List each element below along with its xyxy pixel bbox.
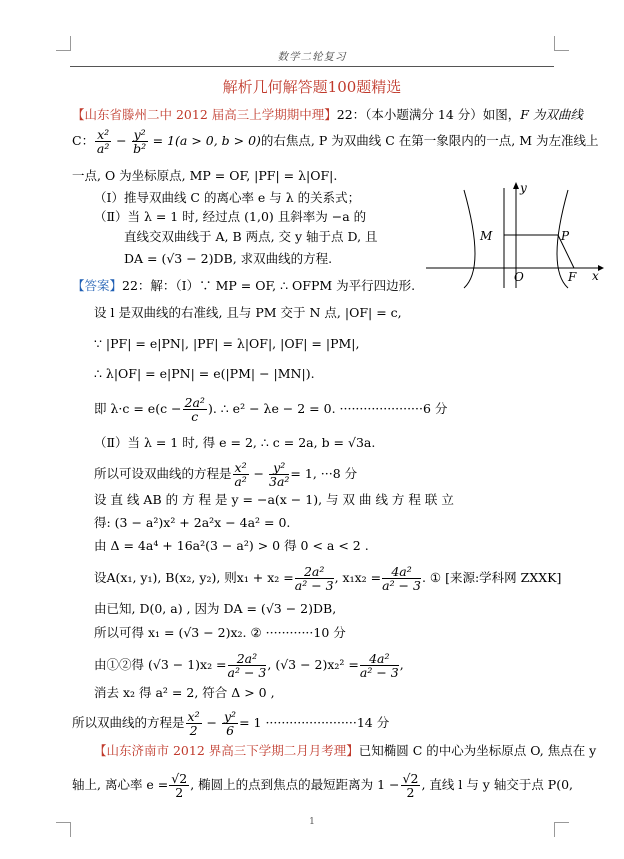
- left-branch: [464, 190, 475, 288]
- frac-4a2-a2m3: $\frac{\text{4a²}}{\text{a² − 3}}$: [382, 564, 421, 594]
- frac-2a2-a2m3: $\frac{\text{2a²}}{\text{a² − 3}}$: [294, 564, 334, 594]
- answer-line3: ∵ |PF| = e|PN|, |PF| = λ|OF|, |OF| = |PM|,: [94, 336, 360, 351]
- l11-mid: , x₁x₂ =: [334, 570, 382, 586]
- label-o: O: [514, 270, 524, 284]
- corner-mark-tl: [56, 36, 71, 51]
- frac-sqrt2-2-b: $\frac{√2}{2}$: [402, 771, 419, 801]
- x-axis-arrow: [598, 265, 604, 271]
- source-tag: 【山东省滕州二中 2012 届高三上学期期中理】: [72, 107, 337, 122]
- hyperbola-figure: [424, 180, 604, 290]
- label-y: y: [520, 181, 527, 195]
- stmt-c-suffix: 的右焦点, P 为双曲线 C 在第一象限内的一点, M 为左准线上: [260, 133, 599, 149]
- answer-tag: 【答案】: [72, 278, 123, 293]
- document-title: 解析几何解答题100题精选: [222, 78, 402, 96]
- source-tag-23: 【山东济南市 2012 界高三下学期二月月考理】: [94, 743, 359, 758]
- l5-pre: 即 λ·c = e(c −: [94, 401, 182, 417]
- running-header: 数学二轮复习: [277, 51, 347, 63]
- answer-line4: ∴ λ|OF| = e|PN| = e(|PM| − |MN|).: [94, 366, 315, 381]
- l14-post: ,: [399, 657, 404, 673]
- frac-4a2-a2m3-b: $\frac{\text{4a²}}{\text{a² − 3}}$: [359, 651, 399, 681]
- p23-l2-b: , 椭圆上的点到焦点的最短距离为 1 −: [190, 777, 400, 793]
- answer-line11: [94, 565, 561, 592]
- l7-pre: 所以可设双曲线的方程是: [94, 466, 232, 482]
- frac-x2-a2-b: $\frac{\text{x²}}{\text{a²}}$: [234, 460, 247, 490]
- frac-x2-2: $\frac{\text{x²}}{2}$: [187, 709, 200, 739]
- l11-post: . ① [来源:学科网 ZXXK]: [421, 570, 562, 586]
- stmt-c-prefix: C：: [72, 133, 95, 149]
- p23-l2-a: 轴上, 离心率 e =: [72, 777, 169, 793]
- label-p: P: [561, 229, 570, 243]
- frac-sqrt2-2: $\frac{√2}{2}$: [171, 771, 188, 801]
- answer-line13: 所以可得 x₁ = (√3 − 2)x₂. ② ············10 分: [94, 625, 346, 640]
- answer-line9: 得: (3 − a²)x² + 2a²x − 4a² = 0.: [94, 515, 291, 530]
- part-2c: DA = (√3 − 2)DB, 求双曲线的方程.: [124, 251, 333, 266]
- stmt-a: F 为双曲线: [520, 107, 583, 122]
- l7-post: = 1, ···8 分: [290, 466, 358, 482]
- l16-post: = 1 ·······················14 分: [239, 715, 390, 731]
- label-f: F: [568, 270, 577, 284]
- answer-line15: 消去 x₂ 得 a² = 2, 符合 Δ > 0 ,: [94, 685, 275, 700]
- p23-l1: 已知椭圆 C 的中心为坐标原点 O, 焦点在 y: [358, 743, 597, 758]
- frac-y2-b2: $\frac{\text{y²}}{\text{b²}}$: [133, 127, 147, 157]
- frac-x2-a2: $\frac{\text{x²}}{\text{a²}}$: [96, 127, 110, 157]
- l16-pre: 所以双曲线的方程是: [72, 715, 185, 731]
- part-1: （Ⅰ）推导双曲线 C 的离心率 e 与 λ 的关系式；: [94, 190, 361, 205]
- problem-23-line2: [72, 772, 573, 799]
- label-m: M: [480, 229, 493, 243]
- answer-line10: 由 Δ = 4a⁴ + 16a²(3 − a²) > 0 得 0 < a < 2 .: [94, 538, 369, 553]
- l11-pre: 设A(x₁, y₁), B(x₂, y₂), 则x₁ + x₂ =: [94, 570, 294, 586]
- l5-post: ). ∴ e² − λe − 2 = 0. ·····················6 分: [207, 401, 448, 417]
- problem-22-line2: C： $\frac{\text{x²}}{\text{a²}}$ − $\frac{\text{y²}}{\text{b²}}$ = 1(a > 0, b > 0)的右焦点, P 为双曲线 C 在第一象限内的一点, M 为左准线上: [72, 127, 599, 157]
- problem-23-line1: [94, 745, 596, 758]
- answer-line2: 设 l 是双曲线的右准线, 且与 PM 交于 N 点, |OF| = c,: [94, 305, 402, 320]
- points-note: （本小题满分 14 分）如图，: [365, 107, 521, 122]
- answer-line7: 所以可设双曲线的方程是 $\frac{\text{x²}}{\text{a²}}$ − $\frac{\text{y²}}{\text{3a²}}$ = 1, ···8 分: [94, 460, 358, 490]
- header-rule: [70, 66, 554, 67]
- frac-2a2-c: $\frac{\text{2a²}}{c}$: [184, 395, 205, 425]
- answer-line12: 由已知, D(0, a) , 因为 DA = (√3 − 2)DB,: [94, 601, 337, 616]
- l14-mid: , (√3 − 2)x₂² =: [267, 657, 359, 673]
- problem-number: 22：: [336, 107, 366, 122]
- frac-2a2-a2m3-b: $\frac{\text{2a²}}{\text{a² − 3}}$: [227, 651, 267, 681]
- answer-line14: [94, 652, 404, 679]
- answer-line5: [94, 396, 447, 423]
- answer-line6: （Ⅱ）当 λ = 1 时, 得 e = 2, ∴ c = 2a, b = √3a.: [94, 435, 376, 450]
- answer-line16: 所以双曲线的方程是 $\frac{\text{x²}}{2}$ − $\frac{\text{y²}}{6}$ = 1 ·······················14 分: [72, 709, 390, 739]
- corner-mark-tr: [554, 36, 569, 51]
- label-x: x: [592, 269, 599, 283]
- answer-l1-text: 22：解：（Ⅰ）∵ MP = OF, ∴ OFPM 为平行四边形.: [122, 278, 416, 293]
- y-axis-arrow: [513, 182, 519, 189]
- frac-y2-3a2: $\frac{\text{y²}}{\text{3a²}}$: [269, 460, 290, 490]
- problem-22-line1: [72, 109, 583, 122]
- frac-y2-6: $\frac{\text{y²}}{6}$: [224, 709, 237, 739]
- l14-pre: 由①②得 (√3 − 1)x₂ =: [94, 657, 227, 673]
- part-2b: 直线交双曲线于 A, B 两点, 交 y 轴于点 D, 且: [124, 229, 378, 244]
- p23-l2-c: , 直线 l 与 y 轴交于点 P(0,: [421, 777, 574, 793]
- answer-line8: 设 直 线 AB 的 方 程 是 y = −a(x − 1), 与 双 曲 线 方 程 联 立: [94, 492, 454, 507]
- part-2a: （Ⅱ）当 λ = 1 时, 经过点 (1,0) 且斜率为 −a 的: [94, 209, 367, 224]
- problem-22-line3: 一点, O 为坐标原点, MP = OF, |PF| = λ|OF|.: [72, 168, 338, 183]
- page-number: 1: [309, 817, 315, 827]
- answer-line1: [72, 280, 415, 293]
